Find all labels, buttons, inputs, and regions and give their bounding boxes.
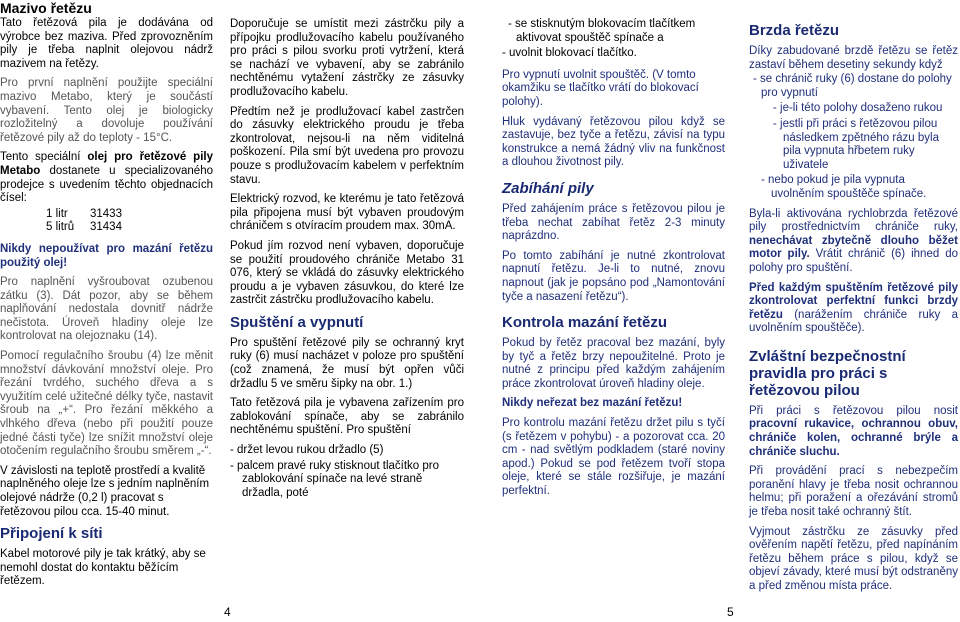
text-bold: Před každým spuštěním řetězové pily zkontrolovat perfektní funkci brzdy řetězu <box>749 281 958 321</box>
list-item: - držet levou rukou držadlo (5) <box>230 444 384 457</box>
paragraph: Pro naplnění vyšroubovat ozubenou zátku (3). Dát pozor, aby se během naplňování nedostala dovnitř nádrže nečistota. Úroveň hladiny oleje lze kontrolovat na olejoznaku (14). <box>0 276 213 343</box>
paragraph: Pro první naplnění použijte speciální mazivo Metabo, který je součástí vybavení. Tento olej je biologicky rozložitelný a dovoluje používání řetězové pily až do teploty - 15°C. <box>0 77 213 144</box>
text-bold: nenechávat zbytečně dlouho běžet motor pily. <box>749 234 958 261</box>
heading-break-in: Zabíhání pily <box>502 179 594 197</box>
order-row <box>0 208 213 222</box>
order-quantity: 1 litr <box>46 207 68 220</box>
section-title: Mazivo řetězu <box>0 0 92 16</box>
paragraph <box>749 405 958 459</box>
paragraph: Pro kontrolu mazání řetězu držet pilu s tyčí (s řetězem v pohybu) - a pozorovat cca. 20 cm - nad světlým podkladem (staré noviny apod.) Pokud se pod řetězem tvoří stopa oleje, které se stále rozšiřuje, je mazání perfektní. <box>502 417 725 498</box>
text: (narážením chrániče ruky a uvolněním spouštěče). <box>749 308 958 335</box>
paragraph: Kabel motorové pily je tak krátký, aby se nemohl dostat do kontaktu běžícím řetězem. <box>0 548 206 588</box>
order-quantity: 5 litrů <box>46 221 75 234</box>
list-item: - palcem pravé ruky stisknout tlačítko pro zablokování spínače na levé straně držadla, poté <box>230 459 439 499</box>
order-number-list <box>0 208 213 235</box>
paragraph: Elektrický rozvod, ke kterému je tato řetězová pila připojena musí být vybaven proudovým chráničem s otvíracím proudem max. 30mA. <box>230 193 464 233</box>
paragraph: Pro spuštění řetězové pily se ochranný kryt ruky (6) musí nacházet v poloze pro spuštění (což znamená, že musí být opřen vůči držadlu 5 ve směru šipky na obr. 1.) <box>230 336 464 390</box>
text: Vrátit chránič (6) ihned do polohy pro spuštění. <box>749 248 958 274</box>
order-code: 31433 <box>90 207 122 220</box>
paragraph: Tato řetězová pila je vybavena zařízením pro zablokování spínače, aby se zabránilo nechtěnému spuštění. Pro spuštění <box>230 397 464 437</box>
column-4 <box>749 22 958 600</box>
paragraph: Pokud jím rozvod není vybaven, doporučuje se použití proudového chrániče Metabo 31 076, který se vkládá do zásuvky elektrického proudu a je vybaven zásuvkou, do které lze zastrčit zástrčku prodlužovacího kabelu. <box>230 239 464 307</box>
list-item: - uvolnit blokovací tlačítko. <box>502 47 637 60</box>
paragraph: Díky zabudované brzdě řetězu se řetěz zastaví během desetiny sekundy když <box>749 45 958 71</box>
paragraph: Tato řetězová pila je dodávána od výrobce bez maziva. Před zprovozněním pily je třeba naplnit olejovou nádrž mazivem na řetězy. <box>0 17 213 70</box>
page-number-right: 5 <box>727 605 734 619</box>
paragraph <box>0 151 213 205</box>
column-3 <box>502 18 725 505</box>
list-item: - se chránič ruky (6) dostane do polohy pro vypnutí <box>753 73 952 99</box>
paragraph: Hluk vydávaný řetězovou pilou když se zastavuje, bez tyče a řetězu, závisí na typu konstrukce a nemá žádný vliv na funkčnost a dlouhou životnost pily. <box>502 115 725 169</box>
column-2 <box>230 18 464 502</box>
text: Byla-li aktivována rychlobrzda řetězové pily prostřednictvím chrániče ruky, <box>749 207 958 234</box>
list-item: - nebo pokud je pila vypnuta uvolněním spouštěče spínače. <box>761 174 927 200</box>
heading-connection: Připojení k síti <box>0 525 103 543</box>
text: Při práci s řetězovou pilou nosit <box>749 404 958 417</box>
column-1 <box>0 17 213 595</box>
heading-start-stop: Spuštění a vypnutí <box>230 313 364 331</box>
paragraph <box>749 208 958 276</box>
heading-lubrication-check: Kontrola mazání řetězu <box>502 314 668 332</box>
paragraph: Při provádění prací s nebezpečím poranění hlavy je třeba nosit ochrannou helmu; při poražení a ořezávání stromů je třeba nosit také ochranný štít. <box>749 465 958 519</box>
text: dostanete u specializovaného prodejce s uvedením těchto objednacích čísel: <box>0 164 213 205</box>
paragraph: Vyjmout zástrčku ze zásuvky před ověřením napětí řetězu, před napínáním řetězu během práce s pilou, když se objeví závady, které musí být odstraněny a před změnou místa práce. <box>749 525 958 592</box>
paragraph: Pomocí regulačního šroubu (4) lze měnit množství dávkování množství oleje. Pro řezání tvrdého, suchého dřeva a s využitím celé užitečné délky tyče, nastavit šroub na „+“. Pro řezání měkkého a vlhkého dřeva (nebo při použití pouze jedné části tyče) lze snížit množství oleje otočením regulačního šroubu směrem „-“. <box>0 350 213 458</box>
paragraph: V závislosti na teplotě prostředí a kvalitě naplněného oleje lze s jedním naplněním olejové nádrže (0,2 l) pracovat s řetězovou pilou cca. 15-40 minut. <box>0 464 210 518</box>
warning-text: Nikdy neřezat bez mazání řetězu! <box>502 397 683 410</box>
heading-chain-brake: Brzda řetězu <box>749 22 840 39</box>
list-item: - se stisknutým blokovacím tlačítkem aktivovat spouštěč spínače a <box>508 18 696 44</box>
list-item: - jestli při práci s řetězovou pilou následkem zpětného rázu byla pila vypnuta hřbetem ruky uživatele <box>773 117 939 171</box>
warning-text: Nikdy nepoužívat pro mazání řetězu použitý olej! <box>0 242 213 269</box>
text: Tento speciální <box>0 151 88 164</box>
list-item: - je-li této polohy dosaženo rukou <box>773 102 943 115</box>
paragraph: Po tomto zabíhání je nutné zkontrolovat napnutí řetězu. Je-li to nutné, znovu napnout (jak je popsáno pod „Namontování tyče a nasazení řetězu“). <box>502 249 725 303</box>
order-code: 31434 <box>90 221 122 234</box>
paragraph: Doporučuje se umístit mezi zástrčku pily a přípojku prodlužovacího kabelu používaného pro práci s pilou svorku proti vytržení, která se nachází ve vybavení, aby se zabránilo nechtěnému vytažení zástrčky ze zásuvky prodlužovacího kabelu. <box>230 18 464 98</box>
heading-safety-rules: Zvláštní bezpečnostní pravidla pro práci s řetězovou pilou <box>749 347 906 399</box>
text-bold: pracovní rukavice, ochrannou obuv, chrániče kolen, ochranné brýle a chrániče sluchu. <box>749 418 958 458</box>
paragraph: Pro vypnutí uvolnit spouštěč. (V tomto okamžiku se tlačítko vrátí do blokovací polohy). <box>502 68 699 108</box>
paragraph <box>749 282 958 336</box>
order-row <box>0 221 213 235</box>
paragraph: Pokud by řetěz pracoval bez mazání, byly by tyč a řetěz brzy nepoužitelné. Proto je nutné z principu před každým zahájením práce zkontrolovat úroveň hladiny oleje. <box>502 337 725 390</box>
paragraph: Předtím než je prodlužovací kabel zastrčen do zásuvky elektrického proudu je třeba zkontrolovat, nejsou-li na něm viditelná poškození. Pila smí být uvedena pro provozu pouze s prodlužovacím kabelem v perfektním stavu. <box>230 105 464 186</box>
text-bold: olej pro řetězové pily Metabo <box>0 151 213 177</box>
paragraph: Před zahájením práce s řetězovou pilou je třeba nechat zabíhat řetěz 2-3 minuty naprázdno. <box>502 202 725 243</box>
page-number-left: 4 <box>224 605 231 619</box>
